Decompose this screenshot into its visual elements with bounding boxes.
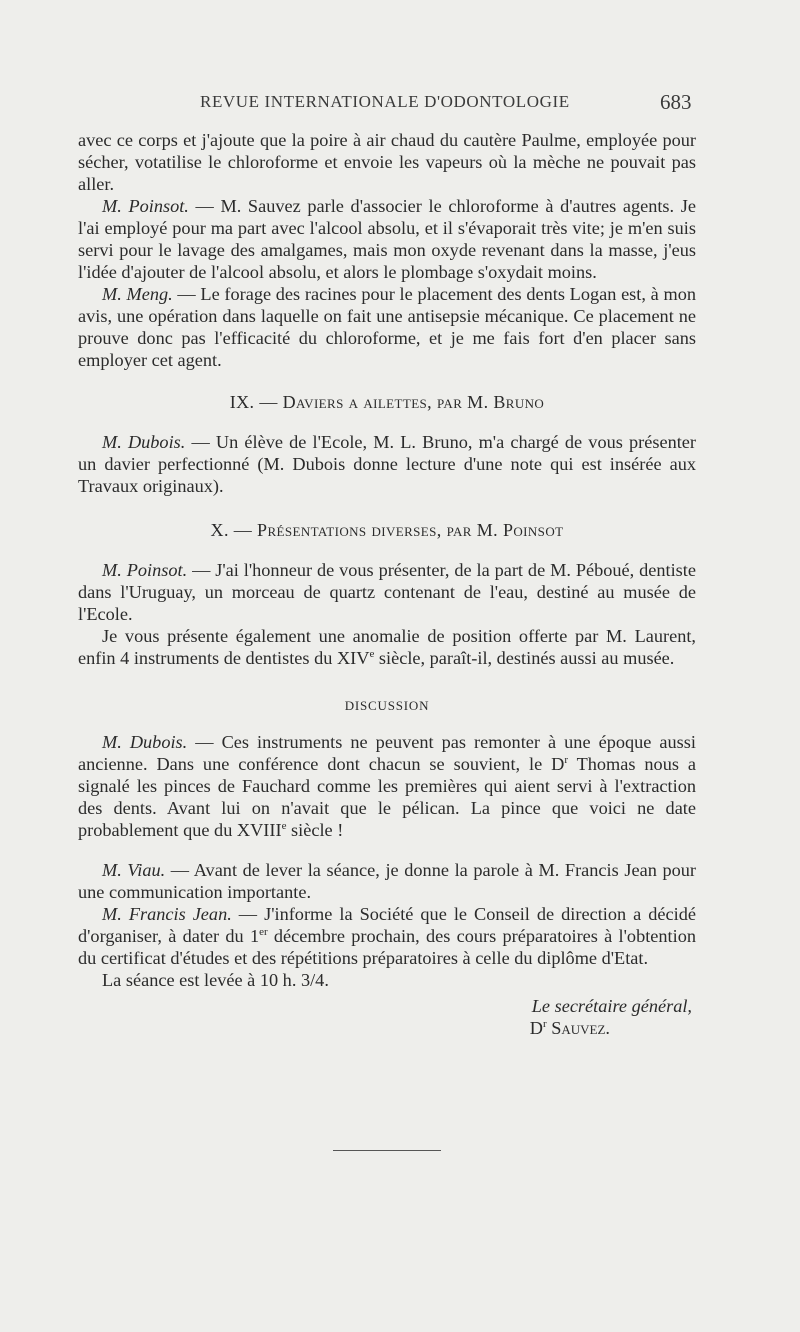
paragraph (78, 731, 696, 841)
paragraph-text: — J'informe la Société que le Conseil de direction a décidé d'organiser, à dater du 1 (78, 904, 696, 946)
speaker-name: M. Meng. (102, 284, 173, 304)
paragraph-text: siècle, paraît-il, destinés aussi au musée. (374, 648, 675, 668)
superscript: e (369, 647, 375, 660)
paragraph (78, 195, 696, 283)
running-title: REVUE INTERNATIONALE D'ODONTOLOGIE (200, 92, 570, 111)
paragraph-text: avec ce corps et j'ajoute que la poire à air chaud du cautère Paulme, employée pour sécher, votatilise le chloroforme et envoie les vapeurs où la mèche ne pouvait pas aller. (78, 130, 696, 194)
section-heading: IX. — Daviers a ailettes, par M. Bruno (229, 392, 545, 412)
paragraph (78, 903, 696, 969)
paragraph-text: — M. Sauvez parle d'associer le chloroforme à d'autres agents. Je l'ai employé pour ma part avec l'alcool absolu, et il s'évaporait très vite; je m'en suis servi pour le lavage des amalgames, mais mon oxyde revenant dans la masse, j'eus l'idée d'ajouter de l'alcool absolu, et alors le plombage s'oxydait moins. (78, 196, 696, 282)
speaker-name: M. Dubois. (102, 432, 186, 452)
paragraph (78, 559, 696, 625)
paragraph-text: — J'ai l'honneur de vous présenter, de la part de M. Péboué, dentiste dans l'Uruguay, un morceau de quartz contenant de l'eau, destiné au musée de l'Ecole. (78, 560, 696, 624)
paragraph-text: — Un élève de l'Ecole, M. L. Bruno, m'a chargé de vous présenter un davier perfectionné (M. Dubois donne lecture d'une note qui est insérée aux Travaux originaux). (78, 432, 696, 496)
paragraph (78, 969, 696, 991)
signature-name (78, 1017, 696, 1039)
paragraph (78, 859, 696, 903)
signature-prefix: D (529, 1018, 543, 1038)
superscript: e (281, 819, 287, 832)
paragraph-text: siècle ! (286, 820, 344, 840)
page-number: 683 (660, 90, 692, 114)
speaker-name: M. Poinsot. (102, 196, 189, 216)
paragraph-text: La séance est levée à 10 h. 3/4. (102, 970, 329, 990)
paragraph (78, 129, 696, 195)
speaker-name: M. Dubois. (102, 732, 188, 752)
section-heading: X. — Présentations diverses, par M. Poinsot (210, 520, 564, 540)
discussion-heading: DISCUSSION (344, 698, 430, 713)
signature-surname: Sauvez. (546, 1018, 610, 1038)
spacer (78, 841, 696, 859)
superscript: r (542, 1017, 547, 1030)
speaker-name: M. Poinsot. (102, 560, 188, 580)
paragraph (78, 431, 696, 497)
paragraph-text: décembre prochain, des cours préparatoires à l'obtention du certificat d'études et des répétitions préparatoires à celle du diplôme d'Etat. (78, 926, 696, 968)
paragraph-text: Thomas nous a signalé les pinces de Fauchard comme les premières qui aient servi à l'extraction des dents. Avant lui on n'avait que le pélican. La pince que voici ne date probablement que du XVIII (78, 754, 696, 840)
page-header (0, 92, 800, 120)
paragraph-text: Je vous présente également une anomalie de position offerte par M. Laurent, enfin 4 instruments de dentistes du XIV (78, 626, 696, 668)
paragraph-text: — Ces instruments ne peuvent pas remonter à une époque aussi ancienne. Dans une conférence dont chacun se souvient, le D (78, 732, 696, 774)
paragraph (78, 625, 696, 669)
body-text (78, 129, 696, 1039)
speaker-name: M. Francis Jean. (102, 904, 232, 924)
speaker-name: M. Viau. (102, 860, 166, 880)
paragraph (78, 283, 696, 371)
signature-title: Le secrétaire général, (531, 996, 692, 1016)
superscript: er (259, 925, 268, 938)
superscript: r (564, 753, 569, 766)
paragraph-text: — Le forage des racines pour le placement des dents Logan est, à mon avis, une opération dans laquelle on fait une antisepsie mécanique. Ce placement ne prouve donc pas l'efficacité du chloroforme, et je me fais fort d'en placer sans employer cet agent. (78, 284, 696, 370)
closing-rule (333, 1150, 441, 1151)
paragraph-text: — Avant de lever la séance, je donne la parole à M. Francis Jean pour une communication importante. (78, 860, 696, 902)
